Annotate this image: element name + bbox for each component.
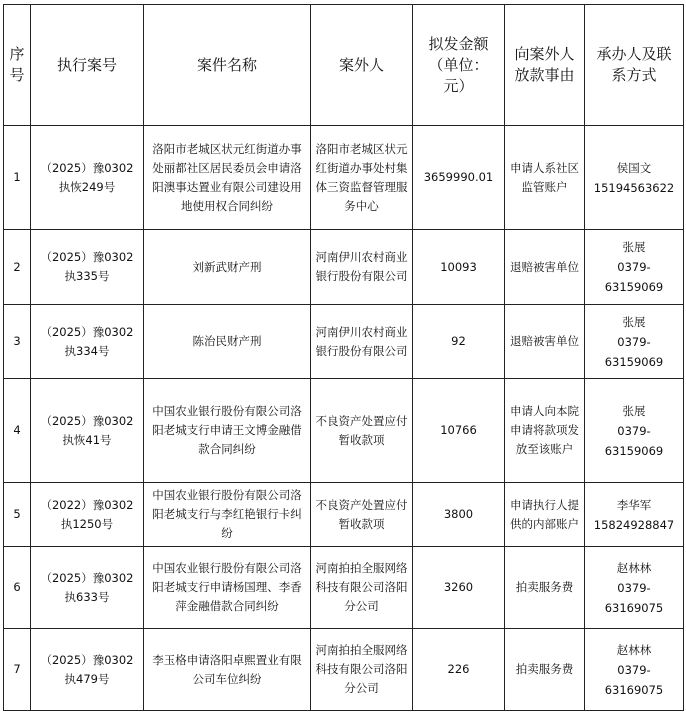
contact-phone: 15194563622 [593, 180, 675, 195]
cell-case-name: 陈治民财产刑 [144, 305, 311, 379]
header-contact: 承办人及联系方式 [585, 5, 684, 126]
cell-seq: 3 [4, 305, 31, 379]
cell-amount: 10093 [413, 230, 505, 305]
contact-phone: 0379-63159069 [604, 423, 664, 458]
cell-outsider: 洛阳市老城区状元红街道办事处村集体三资监督管理服务中心 [311, 126, 413, 230]
contact-name: 赵林林 [616, 642, 652, 657]
cell-case-name: 中国农业银行股份有限公司洛阳老城支行申请王文博金融借款合同纠纷 [144, 379, 311, 483]
cell-reason: 申请执行人提供的内部账户 [505, 483, 585, 547]
header-outsider: 案外人 [311, 5, 413, 126]
table-row [4, 305, 684, 379]
cell-reason: 申请人系社区监管账户 [505, 126, 585, 230]
cell-outsider: 不良资产处置应付暂收款项 [311, 379, 413, 483]
header-reason: 向案外人放款事由 [505, 5, 585, 126]
cell-seq: 5 [4, 483, 31, 547]
table-row [4, 547, 684, 629]
contact-phone: 0379-63169075 [604, 580, 664, 615]
cell-case-name: 刘新武财产刑 [144, 230, 311, 305]
cell-amount: 226 [413, 629, 505, 711]
cell-amount: 10766 [413, 379, 505, 483]
cell-case-no: （2025）豫0302执恢249号 [31, 126, 144, 230]
cell-case-no: （2025）豫0302执恢41号 [31, 379, 144, 483]
cell-case-no: （2025）豫0302执479号 [31, 629, 144, 711]
cell-outsider: 河南伊川农村商业银行股份有限公司 [311, 230, 413, 305]
header-amount: 拟发金额（单位：元） [413, 5, 505, 126]
table-row [4, 483, 684, 547]
contact-name: 张展 [622, 314, 646, 329]
cell-case-name: 洛阳市老城区状元红街道办事处丽都社区居民委员会申请洛阳澳事达置业有限公司建设用地使用权合同纠纷 [144, 126, 311, 230]
cell-contact [585, 230, 684, 305]
contact-phone: 15824928847 [593, 517, 675, 532]
header-case-name: 案件名称 [144, 5, 311, 126]
cell-contact [585, 547, 684, 629]
contact-phone: 0379-63159069 [604, 260, 664, 294]
header-case-no: 执行案号 [31, 5, 144, 126]
contact-name: 李华军 [616, 497, 652, 512]
cell-reason: 拍卖服务费 [505, 547, 585, 629]
contact-name: 张展 [622, 240, 646, 254]
cell-outsider: 不良资产处置应付暂收款项 [311, 483, 413, 547]
cell-reason: 申请人向本院申请将款项发放至该账户 [505, 379, 585, 483]
table-row [4, 126, 684, 230]
header-seq: 序号 [4, 5, 31, 126]
table-row [4, 379, 684, 483]
contact-phone: 0379-63169075 [604, 662, 664, 697]
cell-outsider: 河南伊川农村商业银行股份有限公司 [311, 305, 413, 379]
cell-amount: 3800 [413, 483, 505, 547]
cell-contact [585, 629, 684, 711]
cell-seq: 1 [4, 126, 31, 230]
cell-case-no: （2022）豫0302执1250号 [31, 483, 144, 547]
cell-reason: 退赔被害单位 [505, 230, 585, 305]
cell-case-name: 李玉格申请洛阳卓熙置业有限公司车位纠纷 [144, 629, 311, 711]
contact-name: 赵林林 [616, 560, 652, 575]
cell-reason: 退赔被害单位 [505, 305, 585, 379]
cell-outsider: 河南拍拍全服网络科技有限公司洛阳分公司 [311, 629, 413, 711]
cell-outsider: 河南拍拍全服网络科技有限公司洛阳分公司 [311, 547, 413, 629]
cell-case-no: （2025）豫0302执335号 [31, 230, 144, 305]
contact-name: 侯国文 [616, 160, 652, 175]
cell-contact [585, 305, 684, 379]
cell-contact [585, 126, 684, 230]
cell-case-name: 中国农业银行股份有限公司洛阳老城支行与李红艳银行卡纠纷 [144, 483, 311, 547]
cell-reason: 拍卖服务费 [505, 629, 585, 711]
cell-amount: 3260 [413, 547, 505, 629]
table-row [4, 230, 684, 305]
cell-amount: 92 [413, 305, 505, 379]
cell-contact [585, 483, 684, 547]
cell-case-name: 中国农业银行股份有限公司洛阳老城支行申请杨国理、李香萍金融借款合同纠纷 [144, 547, 311, 629]
cell-seq: 7 [4, 629, 31, 711]
disbursement-table [3, 4, 684, 711]
table-row [4, 629, 684, 711]
cell-seq: 4 [4, 379, 31, 483]
cell-seq: 6 [4, 547, 31, 629]
header-row [4, 5, 684, 126]
cell-seq: 2 [4, 230, 31, 305]
cell-case-no: （2025）豫0302执334号 [31, 305, 144, 379]
cell-case-no: （2025）豫0302执633号 [31, 547, 144, 629]
cell-amount: 3659990.01 [413, 126, 505, 230]
contact-name: 张展 [622, 403, 646, 418]
contact-phone: 0379-63159069 [604, 334, 664, 369]
cell-contact [585, 379, 684, 483]
